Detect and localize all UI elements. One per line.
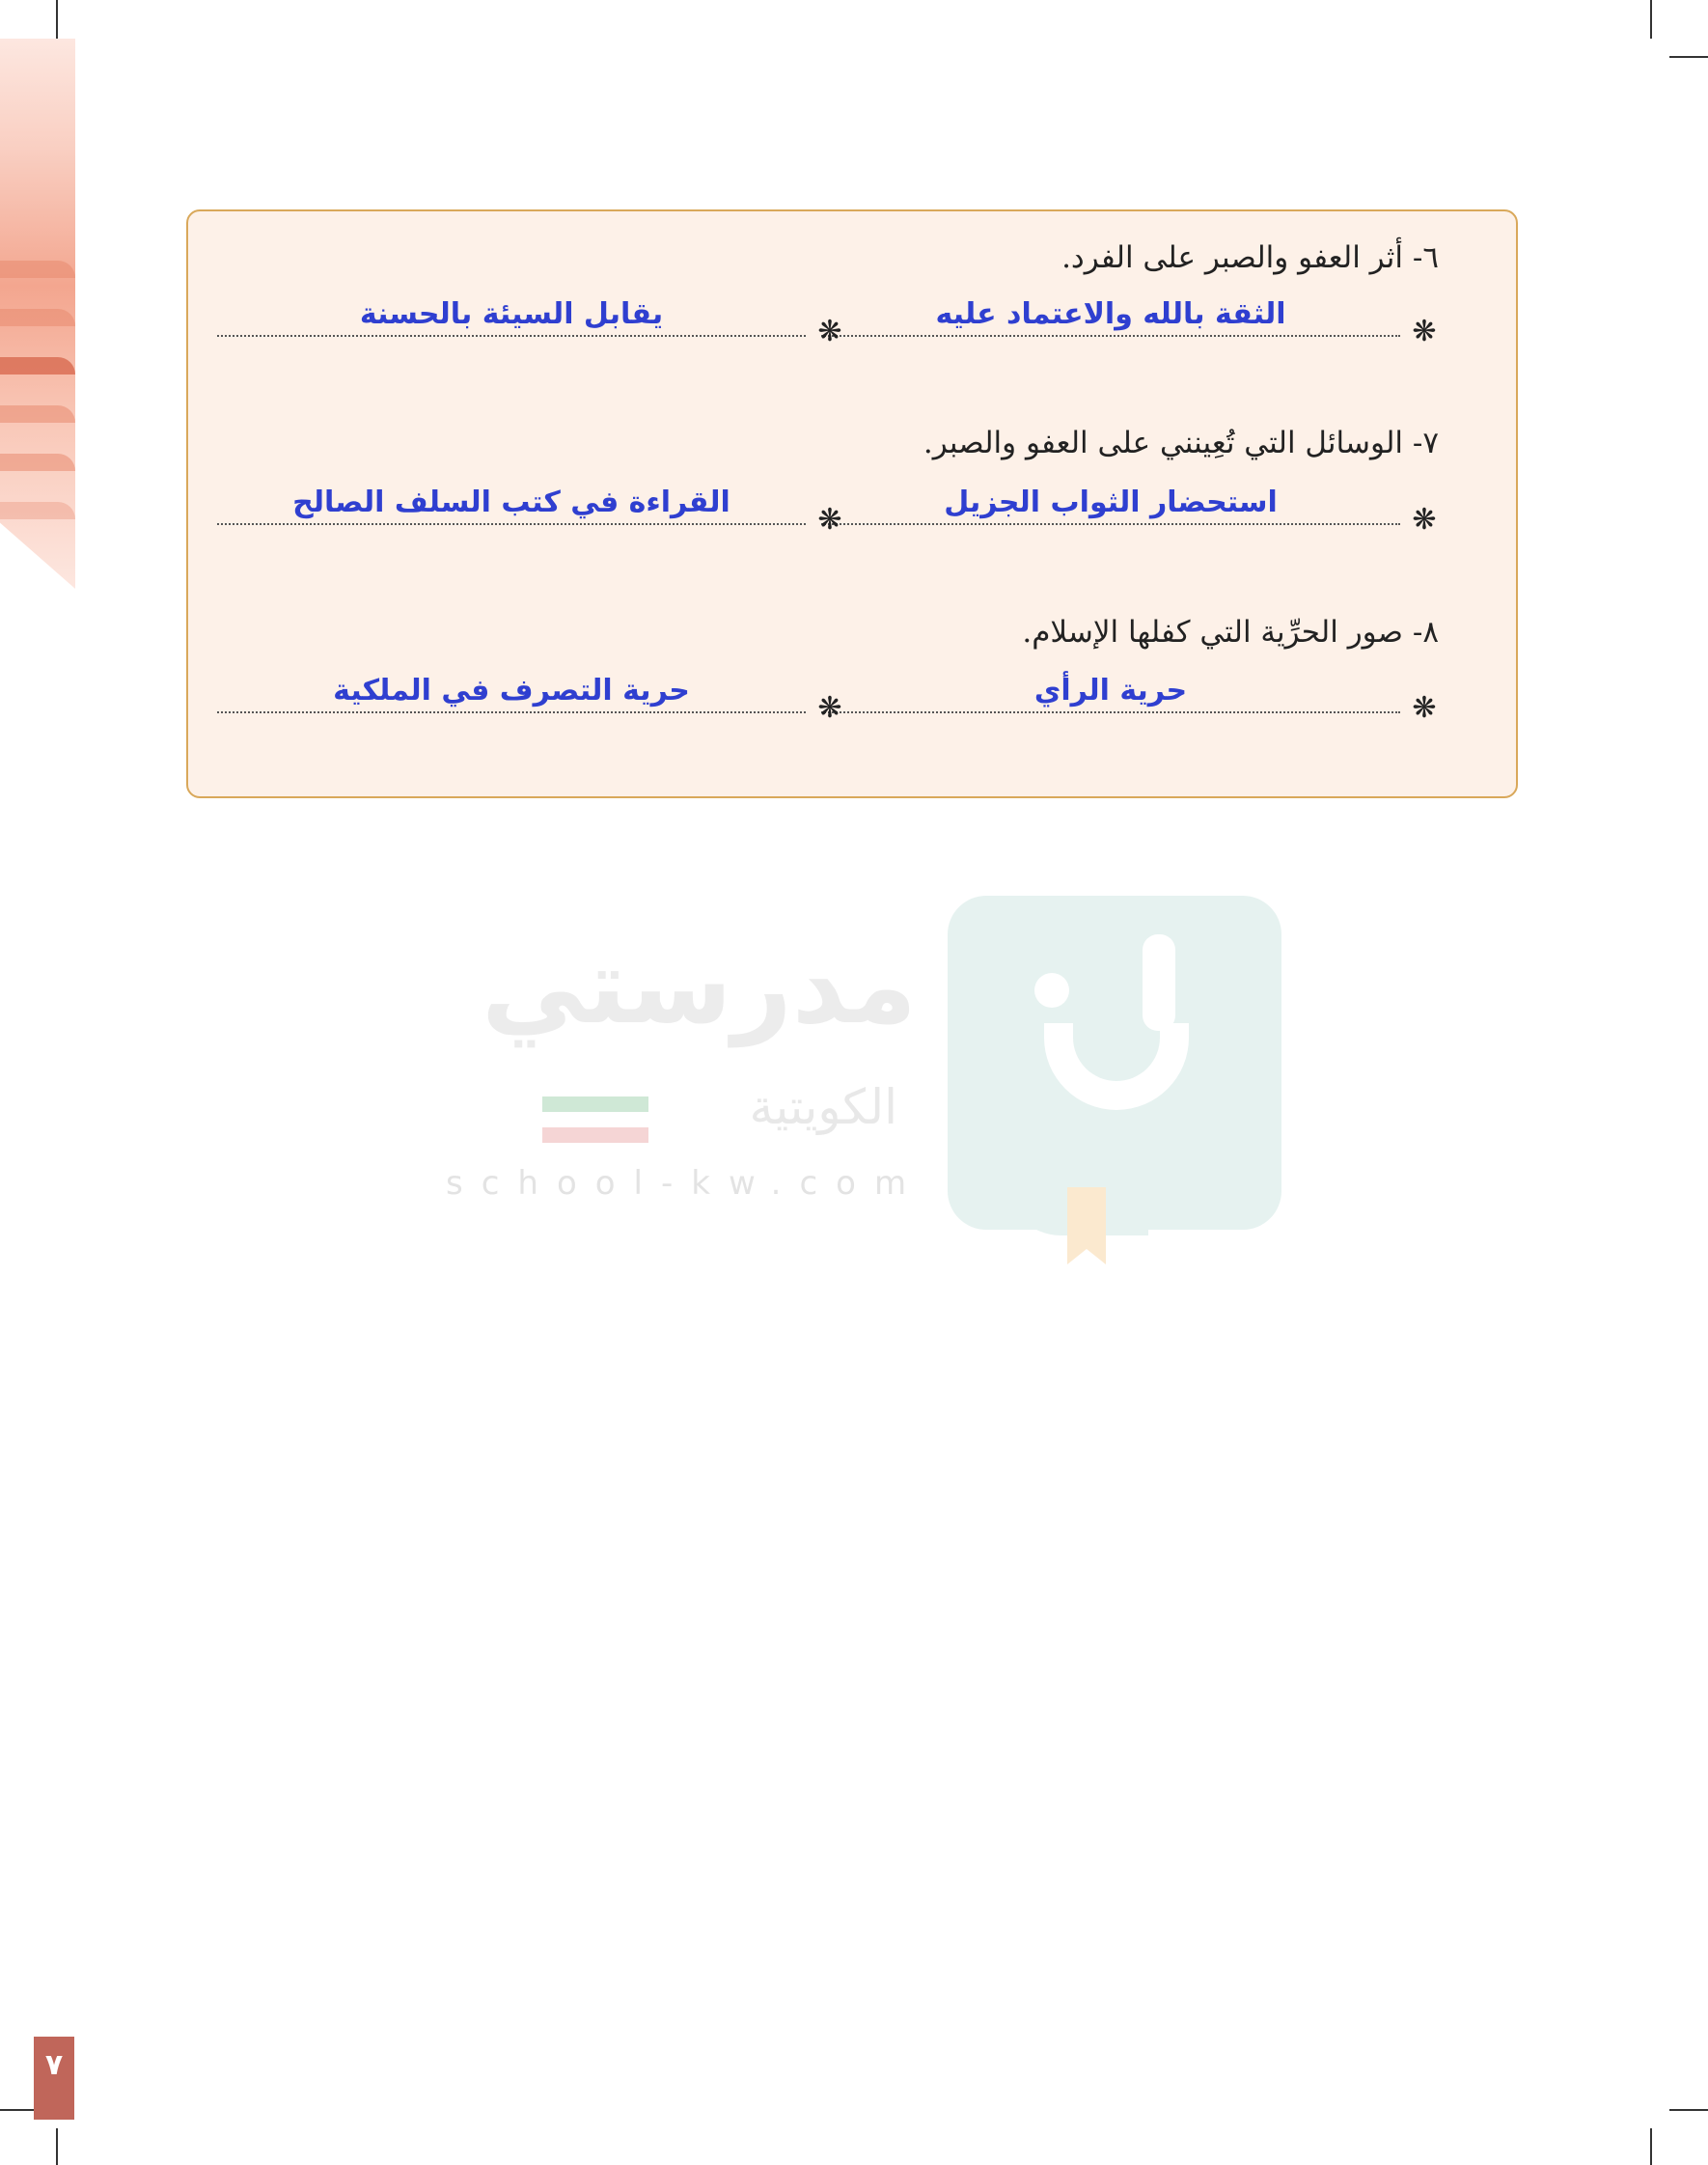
crop-mark [56,0,58,39]
answer-field[interactable] [821,477,1439,535]
answer-text: حرية الرأي [1033,674,1188,708]
bullet-icon: ❋ [1412,503,1437,537]
answer-text: الثقة بالله والاعتماد عليه [935,297,1286,331]
crop-mark [1669,2109,1708,2111]
answer-field[interactable] [217,477,844,535]
answer-field[interactable] [217,665,844,723]
question-7: ٧- الوسائل التي تُعِينني على العفو والصبر. [923,426,1439,460]
crop-mark [1669,56,1708,58]
answer-text: استحضار الثواب الجزيل [944,486,1278,519]
crop-mark [1650,2128,1652,2165]
watermark-subtitle: الكويتية [749,1079,897,1135]
dotted-line [217,335,806,337]
answer-text: يقابل السيئة بالحسنة [359,297,664,331]
answer-row-8 [217,665,1439,723]
decorative-side-stripe [0,39,75,589]
dotted-line [217,523,806,525]
answer-row-7 [217,477,1439,535]
answer-field[interactable] [821,665,1439,723]
kuwait-flag-icon [542,1096,648,1143]
dotted-line [217,711,806,713]
answer-text: القراءة في كتب السلف الصالح [292,486,730,519]
question-8: ٨- صور الحرِّية التي كفلها الإسلام. [1022,615,1439,650]
answer-field[interactable] [217,289,844,347]
bullet-icon: ❋ [817,315,842,348]
question-6: ٦- أثر العفو والصبر على الفرد. [1061,240,1439,275]
watermark-logo-dot [1034,973,1069,1008]
answer-text: حرية التصرف في الملكية [333,674,690,708]
watermark-bookmark-icon [1067,1187,1106,1264]
dotted-line [821,711,1400,713]
watermark-logo-bar [1143,934,1175,1031]
watermark-url: school-kw.com [446,1164,925,1203]
dotted-line [821,335,1400,337]
bullet-icon: ❋ [817,691,842,725]
crop-mark [56,2128,58,2165]
bullet-icon: ❋ [1412,691,1437,725]
bullet-icon: ❋ [1412,315,1437,348]
page-number: ٧ [34,2037,74,2120]
answer-field[interactable] [821,289,1439,347]
watermark-title: مدرستي [482,927,917,1047]
answer-row-6 [217,289,1439,347]
crop-mark [0,2109,39,2111]
bullet-icon: ❋ [817,503,842,537]
crop-mark [1650,0,1652,39]
dotted-line [821,523,1400,525]
exercise-box [186,209,1518,798]
